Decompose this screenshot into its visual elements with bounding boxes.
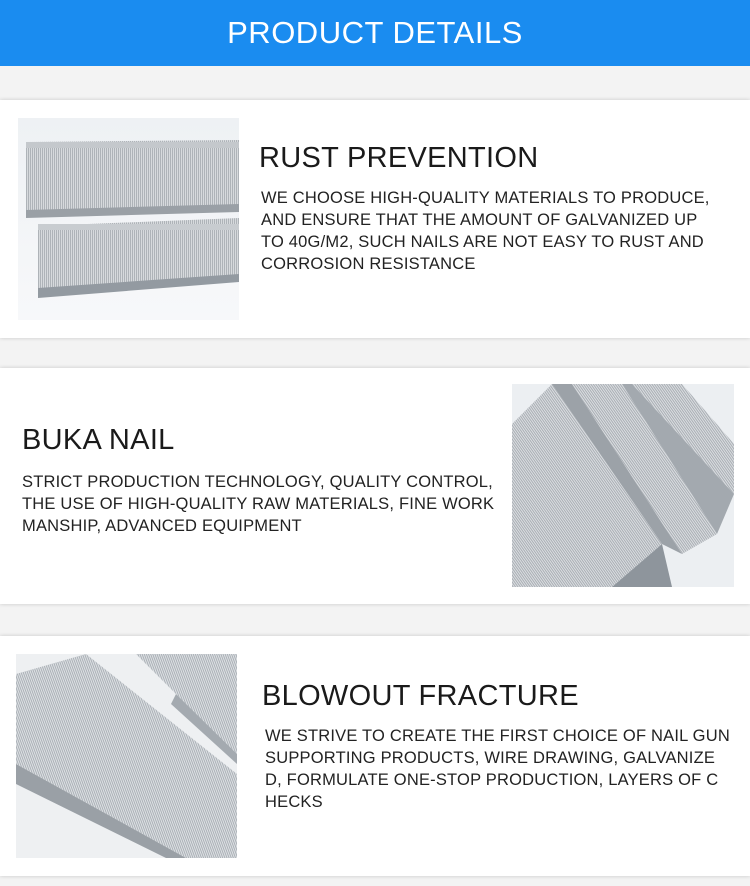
description-line: AND ENSURE THAT THE AMOUNT OF GALVANIZED UP — [261, 211, 698, 229]
staples-photo — [16, 654, 237, 858]
description-line: WE STRIVE TO CREATE THE FIRST CHOICE OF NAIL GUN — [265, 727, 730, 745]
section-buka-nail — [0, 368, 750, 604]
description-line: MANSHIP, ADVANCED EQUIPMENT — [22, 517, 302, 535]
banner-title: PRODUCT DETAILS — [227, 15, 523, 50]
section-heading: RUST PREVENTION — [259, 142, 539, 174]
section-heading: BUKA NAIL — [22, 424, 175, 456]
staples-photo — [18, 118, 239, 320]
description-line: WE CHOOSE HIGH-QUALITY MATERIALS TO PRODUCE, — [261, 189, 710, 207]
header-banner — [0, 0, 750, 66]
description-line: THE USE OF HIGH-QUALITY RAW MATERIALS, FINE WORK — [22, 495, 495, 513]
section-blowout-fracture — [0, 636, 750, 876]
section-rust-prevention — [0, 100, 750, 338]
staples-photo — [512, 384, 734, 587]
section-description — [265, 725, 730, 813]
description-line: CORROSION RESISTANCE — [261, 255, 476, 273]
description-line: HECKS — [265, 793, 323, 811]
section-description — [22, 471, 494, 537]
section-description — [261, 187, 710, 275]
description-line: TO 40G/M2, SUCH NAILS ARE NOT EASY TO RUST AND — [261, 233, 704, 251]
section-heading: BLOWOUT FRACTURE — [262, 680, 579, 712]
description-line: D, FORMULATE ONE-STOP PRODUCTION, LAYERS OF C — [265, 771, 719, 789]
description-line: STRICT PRODUCTION TECHNOLOGY, QUALITY CONTROL, — [22, 473, 493, 491]
description-line: SUPPORTING PRODUCTS, WIRE DRAWING, GALVANIZE — [265, 749, 716, 767]
